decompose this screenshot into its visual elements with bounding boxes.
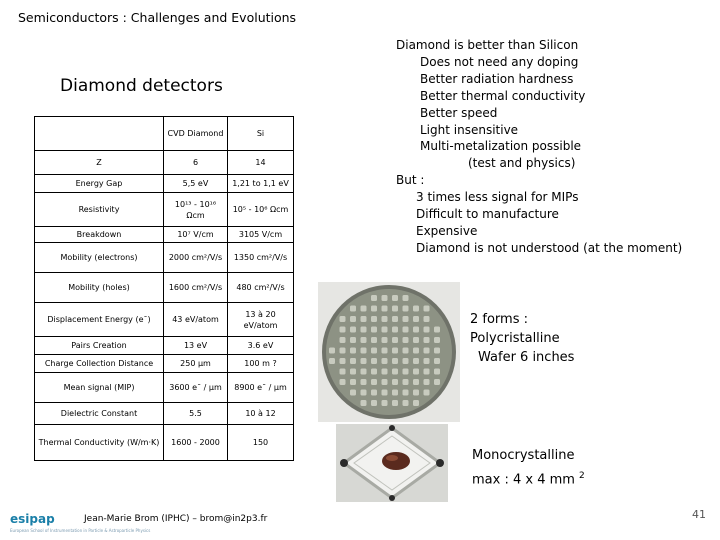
property-name-cell: Z	[35, 151, 164, 175]
wafer-sensor-pad	[403, 369, 409, 375]
wafer-sensor-pad	[371, 348, 377, 354]
wafer-sensor-pad	[434, 327, 440, 333]
wafer-sensor-pad	[371, 306, 377, 312]
wafer-sensor-pad	[382, 390, 388, 396]
wafer-sensor-pad	[350, 369, 356, 375]
wafer-sensor-pad	[371, 337, 377, 343]
forms-line: Wafer 6 inches	[478, 350, 575, 365]
comparison-text	[396, 37, 682, 257]
wafer-sensor-pad	[424, 369, 430, 375]
wafer-sensor-pad	[392, 337, 398, 343]
wafer-sensor-pad	[392, 379, 398, 385]
wafer-sensor-pad	[434, 379, 440, 385]
wafer-sensor-pad	[392, 316, 398, 322]
wafer-sensor-pad	[382, 316, 388, 322]
diamond-value-cell: 5.5	[164, 403, 228, 425]
wafer-sensor-pad	[434, 358, 440, 364]
wafer-sensor-pad	[424, 306, 430, 312]
wafer-sensor-pad	[350, 358, 356, 364]
advantage-item: Light insensitive	[420, 122, 519, 137]
advantage-item: Multi-metalization possible	[420, 139, 582, 154]
forms-line: 2 forms :	[470, 312, 528, 327]
wafer-sensor-pad	[403, 358, 409, 364]
wafer-sensor-pad	[403, 390, 409, 396]
drawback-item: Difficult to manufacture	[416, 207, 559, 222]
wafer-sensor-pad	[329, 358, 335, 364]
wafer-sensor-pad	[382, 369, 388, 375]
table-row	[35, 151, 294, 175]
wafer-sensor-pad	[413, 348, 419, 354]
wafer-sensor-pad	[350, 306, 356, 312]
wafer-sensor-pad	[361, 358, 367, 364]
wafer-sensor-pad	[392, 369, 398, 375]
slide-footer: Jean-Marie Brom (IPHC) – brom@in2p3.fr	[84, 514, 268, 524]
forms-line: Polycristalline	[470, 331, 560, 346]
slide-header: Semiconductors : Challenges and Evolutions	[18, 10, 297, 25]
silicon-value-cell: 14	[228, 151, 294, 175]
wafer-sensor-pad	[413, 306, 419, 312]
diamond-value-cell: 1600 cm²/V/s	[164, 273, 228, 303]
wafer-sensor-pad	[371, 390, 377, 396]
drawback-item: 3 times less signal for MIPs	[416, 190, 579, 205]
wafer-sensor-pad	[340, 316, 346, 322]
wafer-sensor-pad	[392, 348, 398, 354]
wafer-sensor-pad	[361, 327, 367, 333]
wafer-sensor-pad	[424, 337, 430, 343]
wafer-sensor-pad	[350, 316, 356, 322]
table-row	[35, 403, 294, 425]
wafer-sensor-pad	[403, 400, 409, 406]
forms-caption	[470, 310, 574, 367]
table-row	[35, 373, 294, 403]
wafer-sensor-pad	[361, 348, 367, 354]
wafer-sensor-pad	[403, 337, 409, 343]
advantage-item: Does not need any doping	[420, 54, 579, 69]
silicon-value-cell: 100 m ?	[228, 355, 294, 373]
wafer-sensor-pad	[424, 316, 430, 322]
wafer-sensor-pad	[403, 316, 409, 322]
advantages-heading: Diamond is better than Silicon	[396, 38, 579, 52]
property-name-cell: Pairs Creation	[35, 337, 164, 355]
wafer-sensor-pad	[424, 348, 430, 354]
table-row	[35, 243, 294, 273]
property-name-cell: Resistivity	[35, 193, 164, 227]
silicon-value-cell: 3.6 eV	[228, 337, 294, 355]
wafer-sensor-pad	[424, 379, 430, 385]
wafer-sensor-pad	[392, 295, 398, 301]
wafer-sensor-pad	[382, 337, 388, 343]
diamond-value-cell: 2000 cm²/V/s	[164, 243, 228, 273]
diamond-value-cell: 43 eV/atom	[164, 303, 228, 337]
logo-text: esipap	[10, 512, 55, 526]
table-header-cell: CVD Diamond	[164, 117, 228, 151]
wafer-sensor-pad	[413, 379, 419, 385]
wafer-sensor-pad	[434, 348, 440, 354]
wafer-sensor-pad	[413, 400, 419, 406]
wafer-sensor-pad	[350, 348, 356, 354]
wafer-sensor-pad	[371, 369, 377, 375]
wafer-sensor-pad	[361, 306, 367, 312]
property-name-cell: Thermal Conductivity (W/m·K)	[35, 425, 164, 461]
wafer-sensor-pad	[403, 379, 409, 385]
advantage-item: Better radiation hardness	[420, 71, 574, 86]
wafer-sensor-pad	[382, 348, 388, 354]
wafer-sensor-pad	[350, 379, 356, 385]
advantage-note: (test and physics)	[468, 156, 576, 171]
wafer-sensor-pad	[392, 327, 398, 333]
table-header-cell: Si	[228, 117, 294, 151]
wafer-sensor-pad	[413, 369, 419, 375]
wafer-sensor-pad	[340, 337, 346, 343]
wafer-sensor-pad	[413, 390, 419, 396]
diamond-value-cell: 5,5 eV	[164, 175, 228, 193]
wafer-sensor-pad	[382, 327, 388, 333]
wafer-sensor-pad	[350, 337, 356, 343]
wafer-sensor-pad	[424, 390, 430, 396]
wafer-sensor-pad	[434, 337, 440, 343]
property-name-cell: Mobility (electrons)	[35, 243, 164, 273]
wafer-sensor-pad	[382, 379, 388, 385]
silicon-value-cell: 480 cm²/V/s	[228, 273, 294, 303]
property-name-cell: Mobility (holes)	[35, 273, 164, 303]
esipap-logo	[10, 512, 55, 526]
property-name-cell: Charge Collection Distance	[35, 355, 164, 373]
wafer-sensor-pad	[361, 400, 367, 406]
mono-exponent: 2	[578, 471, 585, 481]
diamond-value-cell: 1600 - 2000	[164, 425, 228, 461]
wafer-sensor-pad	[382, 400, 388, 406]
wafer-sensor-pad	[403, 306, 409, 312]
wafer-sensor-pad	[382, 295, 388, 301]
diamond-value-cell: 250 μm	[164, 355, 228, 373]
table-header-cell	[35, 117, 164, 151]
wafer-sensor-pad	[361, 379, 367, 385]
wafer-sensor-pad	[403, 348, 409, 354]
table-row	[35, 227, 294, 243]
polycrystalline-wafer-image	[318, 282, 460, 422]
property-name-cell: Dielectric Constant	[35, 403, 164, 425]
wafer-sensor-pad	[424, 358, 430, 364]
table-row	[35, 193, 294, 227]
page-number: 41	[692, 508, 706, 521]
table-row	[35, 303, 294, 337]
properties-table	[34, 116, 294, 461]
wafer-sensor-pad	[371, 358, 377, 364]
wafer-sensor-pad	[371, 316, 377, 322]
diamond-value-cell: 6	[164, 151, 228, 175]
drawback-item: Diamond is not understood (at the moment)	[416, 240, 683, 255]
wafer-sensor-pad	[361, 316, 367, 322]
table-header-row	[35, 117, 294, 151]
silicon-value-cell: 8900 eˉ / μm	[228, 373, 294, 403]
silicon-value-cell: 13 à 20 eV/atom	[228, 303, 294, 337]
wafer-sensor-pad	[392, 306, 398, 312]
wafer-sensor-pad	[361, 390, 367, 396]
wafer-sensor-pad	[413, 358, 419, 364]
diamond-value-cell: 3600 eˉ / μm	[164, 373, 228, 403]
wafer-sensor-pad	[424, 327, 430, 333]
wafer-sensor-pad	[413, 327, 419, 333]
wafer-sensor-pad	[382, 358, 388, 364]
table-row	[35, 273, 294, 303]
diamond-value-cell: 13 eV	[164, 337, 228, 355]
wafer-sensor-pad	[350, 327, 356, 333]
wafer-sensor-pad	[392, 390, 398, 396]
wafer-sensor-pad	[434, 369, 440, 375]
silicon-value-cell: 1350 cm²/V/s	[228, 243, 294, 273]
wafer-sensor-pad	[403, 295, 409, 301]
logo-tagline: European School of Instrumentation in Particle & Astroparticle Physics	[10, 528, 151, 533]
wafer-sensor-pad	[371, 379, 377, 385]
wafer-sensor-pad	[403, 327, 409, 333]
drawback-item: Expensive	[416, 223, 478, 238]
wafer-sensor-pad	[361, 337, 367, 343]
wafer-sensor-pad	[392, 400, 398, 406]
diamond-value-cell: 10⁷ V/cm	[164, 227, 228, 243]
drawbacks-heading: But :	[396, 173, 425, 188]
advantage-item: Better speed	[420, 105, 498, 120]
monocrystalline-diamond-image	[336, 424, 448, 502]
property-name-cell: Energy Gap	[35, 175, 164, 193]
advantage-item: Better thermal conductivity	[420, 88, 586, 103]
mono-size: max : 4 x 4 mm	[472, 472, 575, 488]
silicon-value-cell: 10⁵ - 10⁶ Ωcm	[228, 193, 294, 227]
wafer-sensor-pad	[413, 316, 419, 322]
wafer-sensor-pad	[371, 400, 377, 406]
wafer-sensor-pad	[340, 369, 346, 375]
table-row	[35, 175, 294, 193]
wafer-sensor-pad	[350, 390, 356, 396]
silicon-value-cell: 10 à 12	[228, 403, 294, 425]
mono-line: Monocrystalline	[472, 448, 575, 463]
property-name-cell: Displacement Energy (eˉ)	[35, 303, 164, 337]
wafer-sensor-pad	[361, 369, 367, 375]
wafer-sensor-pad	[382, 306, 388, 312]
property-name-cell: Breakdown	[35, 227, 164, 243]
slide-title: Diamond detectors	[60, 76, 223, 96]
wafer-sensor-pad	[340, 348, 346, 354]
diamond-value-cell: 10¹³ - 10¹⁶ Ωcm	[164, 193, 228, 227]
wafer-sensor-pad	[340, 379, 346, 385]
table-row	[35, 337, 294, 355]
mono-line	[472, 466, 585, 490]
wafer-sensor-pad	[392, 358, 398, 364]
mono-caption	[472, 446, 585, 490]
wafer-sensor-pad	[413, 337, 419, 343]
property-name-cell: Mean signal (MIP)	[35, 373, 164, 403]
wafer-sensor-pad	[371, 327, 377, 333]
wafer-sensor-pad	[329, 348, 335, 354]
table-row	[35, 425, 294, 461]
silicon-value-cell: 3105 V/cm	[228, 227, 294, 243]
wafer-sensor-pad	[340, 327, 346, 333]
silicon-value-cell: 150	[228, 425, 294, 461]
table-row	[35, 355, 294, 373]
silicon-value-cell: 1,21 to 1,1 eV	[228, 175, 294, 193]
wafer-sensor-pad	[371, 295, 377, 301]
wafer-sensor-pad	[340, 358, 346, 364]
